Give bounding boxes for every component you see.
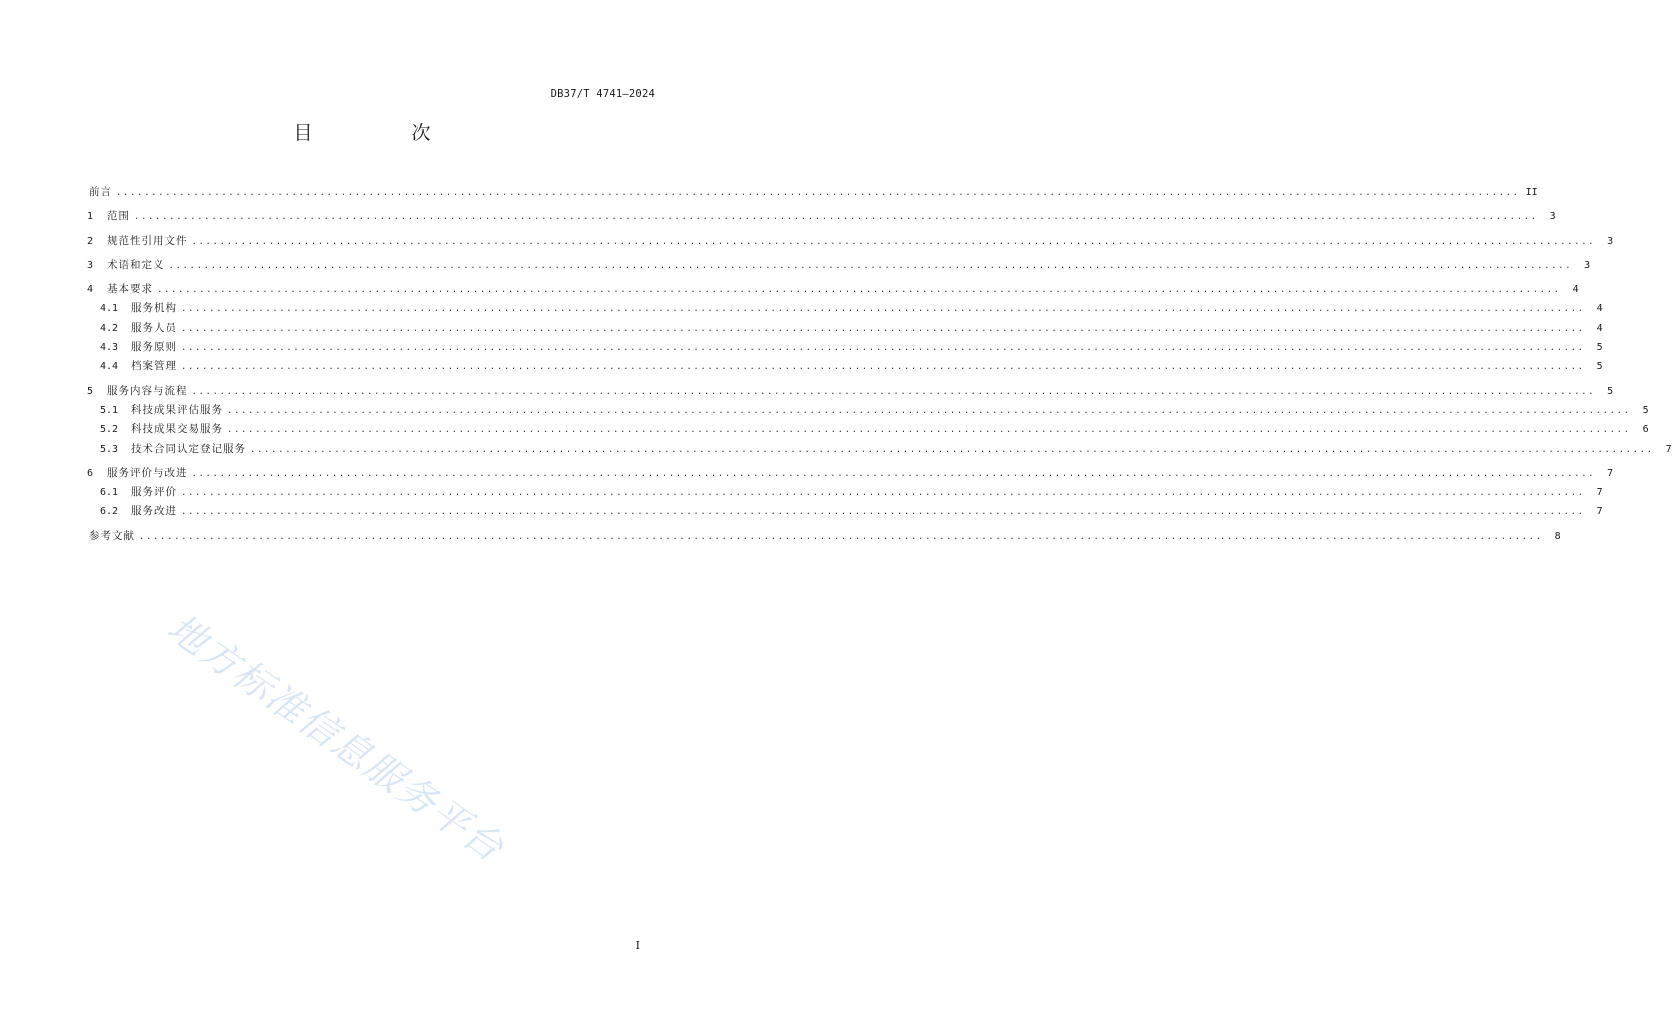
toc-entry[interactable] [87,523,1561,547]
toc-entry[interactable] [87,460,1614,484]
toc-entry-page: 4 [1596,303,1603,315]
toc-entry[interactable] [87,184,1538,203]
toc-entry[interactable] [87,378,1614,402]
toc-entry-number: 5.1 [100,404,119,416]
toc-entry-label: 服务评价 [131,486,177,499]
toc-entry[interactable] [87,421,1649,440]
page-title: 目 次 [293,122,471,144]
toc-entry-number: 3 [87,259,94,271]
toc-entry-number: 2 [87,235,94,247]
toc-entry-page: II [1525,187,1538,198]
page-number: I [635,939,640,952]
toc-entry-page: 3 [1607,235,1614,247]
standard-code: DB37/T 4741—2024 [550,88,655,100]
toc-entry-label: 科技成果交易服务 [131,423,223,436]
toc-entry-number: 5.2 [100,424,119,436]
dot-leader: ........................................................................................................................................................................................................ [181,304,1585,315]
toc-entry[interactable] [87,320,1603,339]
dot-leader: ........................................................................................................................................................................................................ [181,507,1585,518]
toc-entry-page: 5 [1607,385,1614,397]
toc-entry-page: 3 [1549,211,1556,223]
toc-entry-label: 科技成果评估服务 [131,403,223,416]
dot-leader: ........................................................................................................................................................................................................ [191,236,1596,247]
dot-leader: ........................................................................................................................................................................................................ [181,343,1585,354]
toc-entry-number: 6 [87,467,94,479]
toc-entry-number: 6.1 [100,487,119,499]
toc-entry-number: 4.1 [100,303,119,315]
table-of-contents [87,184,1672,547]
toc-entry-label: 服务内容与流程 [107,384,188,397]
toc-entry[interactable] [87,503,1603,522]
toc-entry[interactable] [87,358,1603,377]
toc-entry-page: 7 [1596,487,1603,499]
toc-entry-page: 5 [1642,404,1649,416]
dot-leader: ........................................................................................................................................................................................................ [157,285,1561,296]
toc-entry-number: 4.3 [100,342,119,354]
toc-entry-label: 服务改进 [131,505,177,518]
toc-entry-label: 服务原则 [131,341,177,354]
toc-entry-page: 5 [1596,342,1603,354]
toc-entry-page: 4 [1572,284,1579,296]
toc-entry-page: 6 [1642,424,1649,436]
dot-leader: ........................................................................................................................................................................................................ [181,362,1585,373]
toc-entry[interactable] [87,276,1579,300]
toc-entry-label: 基本要求 [107,283,153,296]
toc-entry-number: 5.3 [100,443,119,455]
toc-entry-page: 7 [1596,506,1603,518]
toc-entry[interactable] [87,203,1556,227]
toc-entry-label: 参考文献 [89,529,135,542]
dot-leader: ........................................................................................................................................................................................................ [168,260,1573,271]
toc-entry[interactable] [87,228,1614,252]
dot-leader: ........................................................................................................................................................................................................ [250,444,1654,455]
toc-entry-label: 服务评价与改进 [107,466,188,479]
toc-entry[interactable] [87,441,1672,460]
toc-entry-number: 4.2 [100,322,119,334]
toc-entry-number: 1 [87,211,94,223]
toc-entry[interactable] [87,484,1603,503]
toc-entry-label: 技术合同认定登记服务 [131,442,246,455]
toc-entry[interactable] [87,300,1603,319]
toc-entry[interactable] [87,402,1649,421]
toc-entry-label: 服务人员 [131,321,177,334]
toc-entry-label: 服务机构 [131,302,177,315]
toc-entry-page: 7 [1665,443,1672,455]
toc-entry-number: 5 [87,385,94,397]
toc-entry-label: 前言 [89,186,112,198]
toc-entry-page: 5 [1596,361,1603,373]
dot-leader: ........................................................................................................................................................................................................ [191,468,1596,479]
dot-leader: ........................................................................................................................................................................................................ [227,425,1631,436]
toc-entry[interactable] [87,252,1591,276]
dot-leader: ........................................................................................................................................................................................................ [181,323,1585,334]
dot-leader: ........................................................................................................................................................................................................ [134,212,1538,223]
toc-entry-number: 4 [87,284,94,296]
toc-entry-label: 范围 [107,210,130,223]
dot-leader: ........................................................................................................................................................................................................ [181,488,1585,499]
toc-entry-label: 术语和定义 [107,258,165,271]
toc-entry-page: 3 [1584,259,1591,271]
toc-entry-page: 8 [1554,530,1561,542]
dot-leader: ........................................................................................................................................................................................................ [116,188,1520,198]
dot-leader: ........................................................................................................................................................................................................ [191,386,1596,397]
dot-leader: ........................................................................................................................................................................................................ [139,531,1543,542]
toc-entry-number: 6.2 [100,506,119,518]
toc-entry-label: 规范性引用文件 [107,234,188,247]
dot-leader: ........................................................................................................................................................................................................ [227,405,1631,416]
toc-entry-label: 档案管理 [131,360,177,373]
toc-entry-page: 4 [1596,322,1603,334]
watermark: 地方标准信息服务平台 [159,605,513,871]
toc-entry-page: 7 [1607,467,1614,479]
toc-entry-number: 4.4 [100,361,119,373]
toc-entry[interactable] [87,339,1603,358]
